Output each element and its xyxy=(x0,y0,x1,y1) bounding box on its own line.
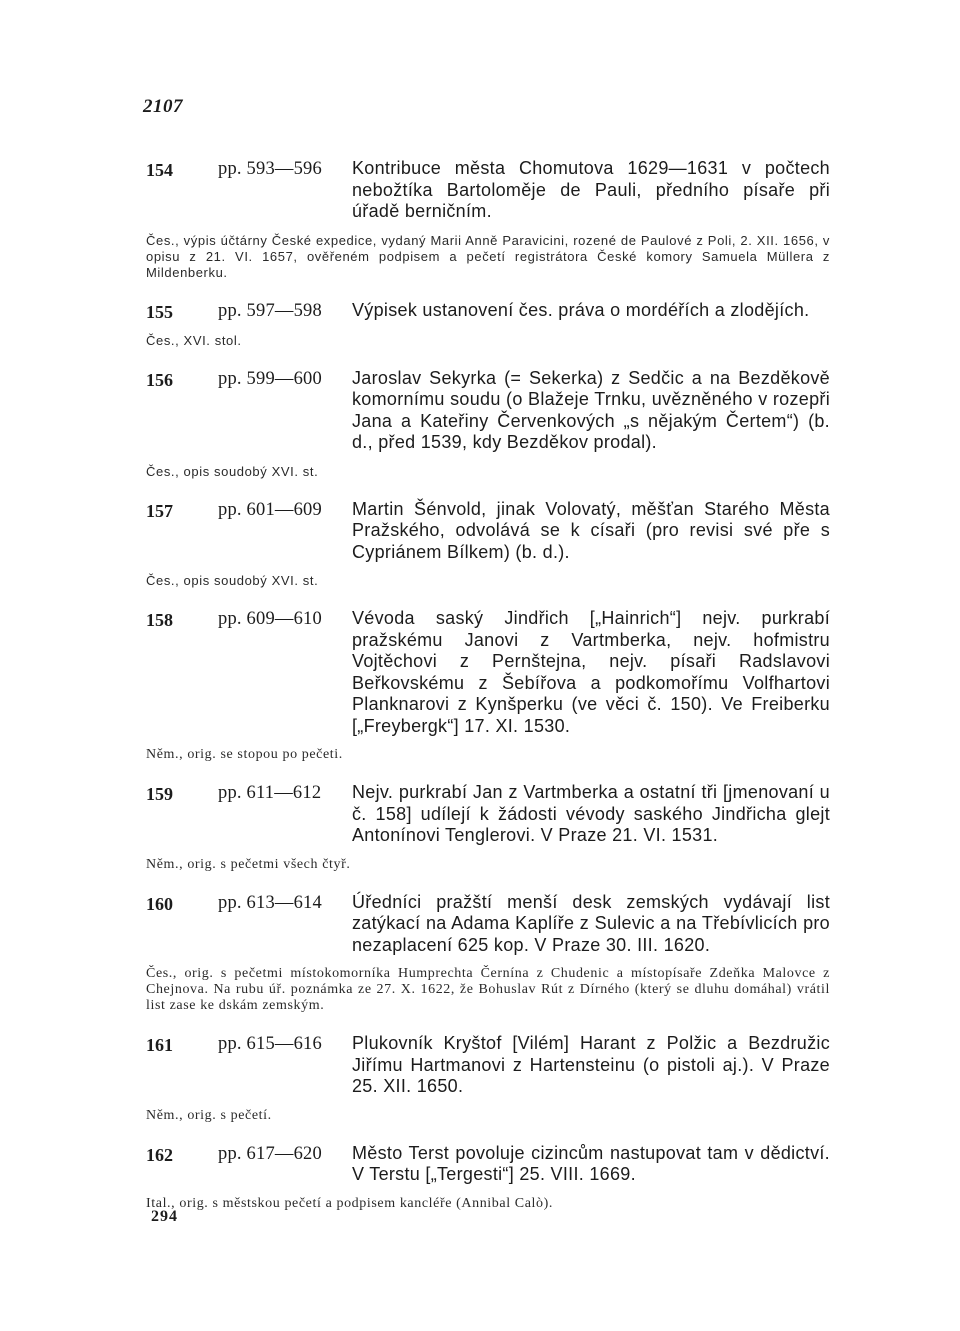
entry-note: Něm., orig. se stopou po pečeti. xyxy=(146,747,343,762)
entry-note: Čes., výpis účtárny České expedice, vydaný Marii Anně Paravicini, rozené de Paulové z Poli, 2. XII. 1656, v opisu z 21. VI. 1657, ověřeném podpisem a pečetí registrátora České komory Samuela Müllera z Mildenberku. xyxy=(146,232,830,280)
entry-text: Město Terst povoluje cizincům nastupovat tam v dědictví. V Terstu [„Tergesti“] 25. VIII. 1669. xyxy=(352,1142,830,1184)
catalog-entry xyxy=(146,1033,830,1124)
entry-text: Martin Šénvold, jinak Volovatý, měšťan Starého Města Pražského, odvolává se k císaři (pro revisi své pře s Cypriánem Bílkem) (b. d.). xyxy=(352,498,830,562)
entry-text: Úředníci pražští menší desk zemských vydávají list zatýkací na Adama Kaplíře z Sulevic a na Třebívlicích pro nezaplacení 625 kop. V Praze 30. III. 1620. xyxy=(352,891,830,955)
entry-pages: pp. 613—614 xyxy=(218,892,322,913)
entry-text: Nejv. purkrabí Jan z Vartmberka a ostatní tři [jmenovaní u č. 158] udílejí k žádosti vévody saského Jindřicha glejt Antonínovi Tenglerovi. V Praze 21. VI. 1531. xyxy=(352,782,830,845)
catalog-entry xyxy=(146,608,830,763)
entry-number: 160 xyxy=(146,893,173,914)
catalog-entries xyxy=(146,158,830,1231)
catalog-entry xyxy=(146,158,830,281)
entry-note: Něm., orig. s pečetmi všech čtyř. xyxy=(146,856,351,872)
entry-number: 155 xyxy=(146,301,173,322)
catalog-entry xyxy=(146,499,830,590)
entry-text: Jaroslav Sekyrka (= Sekerka) z Sedčic a na Bezděkově komornímu soudu (o Blažeje Trnku, uvězněného v rozepři Jana a Kateřiny Červenkových „s nějakým Čertem“) (b. d., před 1539, kdy Bezděkov prodal). xyxy=(352,367,830,452)
entry-pages: pp. 609—610 xyxy=(218,609,322,629)
entry-number: 162 xyxy=(146,1144,173,1165)
entry-number: 157 xyxy=(146,500,173,521)
entry-pages: pp. 599—600 xyxy=(218,368,322,389)
entry-pages: pp. 597—598 xyxy=(218,300,322,321)
entry-text: Vévoda saský Jindřich [„Hainrich“] nejv. purkrabí pražskému Janovi z Vartmberka, nejv. hofmistru Vojtěchovi z Pernštejna, nejv. písaři Radslavovi Beřkovskému z Šebířova a podkomořímu Volfhartovi Planknarovi z Kynšperku (ve věci č. 150). Ve Freiberku [„Freybergk“] 17. XI. 1530. xyxy=(352,608,830,736)
entry-number: 161 xyxy=(146,1035,173,1055)
entry-pages: pp. 593—596 xyxy=(218,159,322,179)
catalog-entry xyxy=(146,300,830,349)
entry-pages: pp. 601—609 xyxy=(218,499,322,520)
entry-text: Plukovník Kryštof [Vilém] Harant z Polžic a Bezdružic Jiřímu Hartmanovi z Hartensteinu (o pistoli aj.). V Praze 25. XII. 1650. xyxy=(352,1033,830,1096)
entry-number: 158 xyxy=(146,610,173,630)
archive-page-code: 2107 xyxy=(143,96,183,117)
entry-note: Čes., opis soudobý XVI. st. xyxy=(146,573,319,588)
entry-pages: pp. 617—620 xyxy=(218,1143,322,1164)
page-number: 294 xyxy=(151,1208,178,1225)
entry-number: 154 xyxy=(146,160,173,180)
entry-number: 159 xyxy=(146,784,173,804)
entry-pages: pp. 611—612 xyxy=(218,783,322,803)
entry-note: Ital., orig. s městskou pečetí a podpisem kancléře (Annibal Calò). xyxy=(146,1195,553,1211)
entry-note: Čes., XVI. stol. xyxy=(146,332,242,348)
catalog-entry xyxy=(146,1143,830,1212)
catalog-entry xyxy=(146,368,830,480)
entry-number: 156 xyxy=(146,369,173,390)
entry-note: Čes., orig. s pečetmi místokomorníka Humprechta Černína z Chudenic a místopísaře Zdeňka Malovce z Chejnova. Na rubu úř. poznámka ze 27. X. 1622, že Bohuslav Rút z Dírného (který se dluhu domáhal) vrátil list zase ke dskám zemským. xyxy=(146,966,830,1013)
entry-note: Čes., opis soudobý XVI. st. xyxy=(146,463,319,479)
entry-text: Kontribuce města Chomutova 1629—1631 v počtech nebožtíka Bartoloměje de Pauli, předního písaře při úřadě berničním. xyxy=(352,158,830,221)
catalog-entry xyxy=(146,782,830,873)
catalog-entry xyxy=(146,892,830,1015)
entry-note: Něm., orig. s pečetí. xyxy=(146,1107,272,1123)
entry-pages: pp. 615—616 xyxy=(218,1034,322,1054)
entry-text: Výpisek ustanovení čes. práva o mordéřích a zlodějích. xyxy=(352,299,810,320)
